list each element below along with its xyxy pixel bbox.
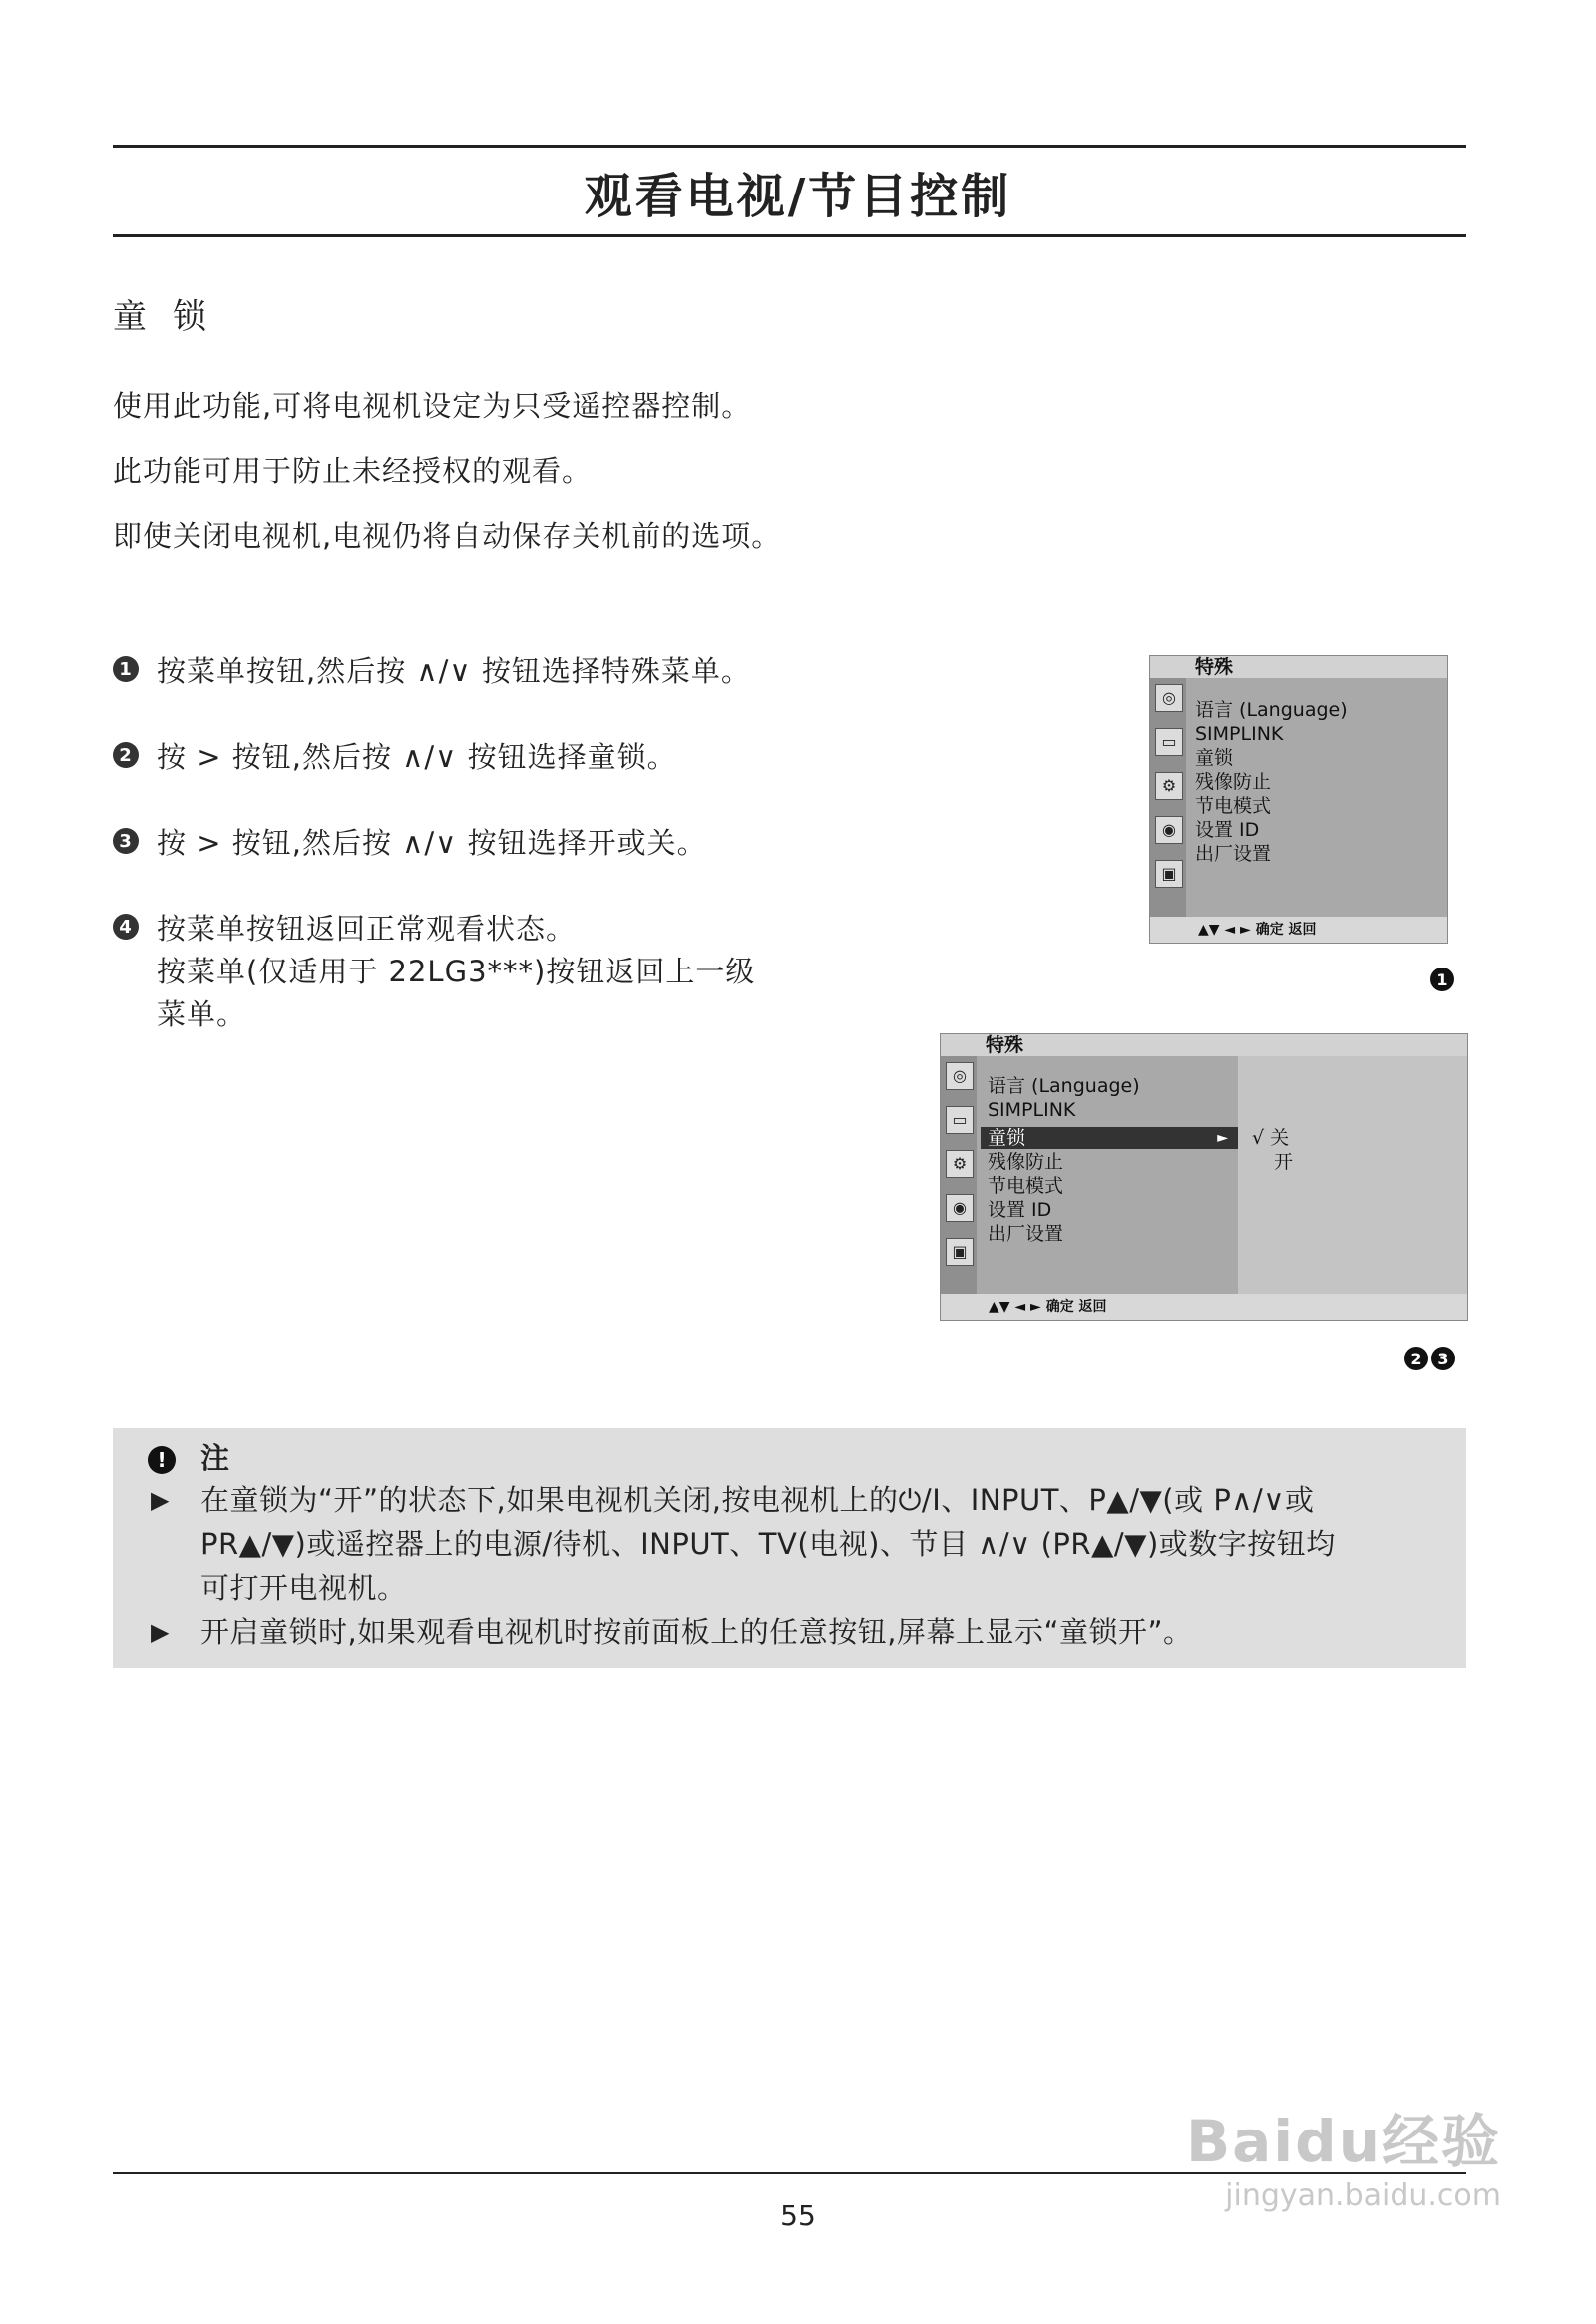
monitor-icon: ▭ bbox=[1155, 728, 1183, 756]
menu2-option-on: 开 bbox=[1274, 1151, 1294, 1173]
menu1-item-language: 语言 (Language) bbox=[1195, 699, 1348, 721]
paragraph-3: 即使关闭电视机,电视仍将自动保存关机前的选项。 bbox=[113, 519, 782, 553]
figure-label-2-3 bbox=[1404, 1347, 1455, 1370]
figure-number-2: 2 bbox=[1404, 1347, 1428, 1370]
menu1-footer bbox=[1150, 917, 1447, 943]
note-line-1: 在童锁为“开”的状态下,如果电视机关闭,按电视机上的⏻/I、INPUT、P▲/▼(或 P∧/∨或 bbox=[200, 1483, 1315, 1517]
menu2-title: 特殊 bbox=[941, 1034, 1467, 1056]
figure-label-1 bbox=[1430, 968, 1454, 991]
menu1-item-image-sticking: 残像防止 bbox=[1195, 771, 1272, 793]
paragraph-1: 使用此功能,可将电视机设定为只受遥控器控制。 bbox=[113, 389, 752, 423]
menu2-footer bbox=[941, 1294, 1467, 1320]
menu2-selected-arrow: ► bbox=[1217, 1130, 1228, 1146]
menu2-footer-hint: ▲▼ ◄ ► 确定 返回 bbox=[989, 1299, 1107, 1315]
step-text-3: 按 > 按钮,然后按 ∧/∨ 按钮选择开或关。 bbox=[157, 826, 707, 860]
lock-icon: ◉ bbox=[946, 1194, 974, 1222]
menu1-sidebar bbox=[1150, 678, 1186, 917]
menu1-item-child-lock: 童锁 bbox=[1195, 747, 1234, 769]
menu1-item-factory-reset: 出厂设置 bbox=[1195, 843, 1272, 865]
menu2-item-language: 语言 (Language) bbox=[988, 1075, 1140, 1097]
note-line-2: PR▲/▼)或遥控器上的电源/待机、INPUT、TV(电视)、节目 ∧/∨ (PR▲/▼)或数字按钮均 bbox=[200, 1527, 1336, 1561]
baidu-watermark bbox=[1186, 2095, 1501, 2213]
step-number-4: 4 bbox=[113, 914, 139, 940]
section-heading: 童锁 bbox=[113, 297, 232, 337]
menu2-submenu-panel bbox=[1238, 1056, 1467, 1294]
step-number-3: 3 bbox=[113, 828, 139, 854]
note-line-4: 开启童锁时,如果观看电视机时按前面板上的任意按钮,屏幕上显示“童锁开”。 bbox=[200, 1615, 1193, 1649]
tv-icon: ▣ bbox=[1155, 860, 1183, 888]
figure-number-1: 1 bbox=[1430, 968, 1454, 991]
note-heading: 注 bbox=[200, 1441, 230, 1475]
top-rule bbox=[113, 145, 1466, 148]
step-3 bbox=[113, 822, 707, 865]
note-box bbox=[113, 1428, 1466, 1668]
menu2-item-child-lock-selected bbox=[981, 1127, 1238, 1149]
watermark-brand: Baidu经验 bbox=[1185, 2108, 1501, 2175]
page-number: 55 bbox=[780, 2199, 816, 2232]
step-number-1: 1 bbox=[113, 656, 139, 682]
note-bullet-1: ▶ bbox=[151, 1486, 170, 1514]
watermark-url: jingyan.baidu.com bbox=[1225, 2178, 1501, 2213]
page-title: 观看电视/节目控制 bbox=[584, 169, 1012, 224]
menu2-item-child-lock: 童锁 bbox=[988, 1127, 1026, 1149]
step-text-4c: 菜单。 bbox=[157, 997, 247, 1031]
note-icon: ! bbox=[148, 1446, 176, 1474]
step-4 bbox=[113, 908, 755, 1036]
menu2-item-power-saving: 节电模式 bbox=[988, 1175, 1064, 1197]
globe-icon: ◎ bbox=[946, 1062, 974, 1090]
menu2-item-factory-reset: 出厂设置 bbox=[988, 1223, 1064, 1245]
menu1-footer-hint: ▲▼ ◄ ► 确定 返回 bbox=[1198, 922, 1317, 938]
menu2-option-off: √ 关 bbox=[1252, 1127, 1290, 1149]
figure-number-3: 3 bbox=[1431, 1347, 1455, 1370]
menu-screenshot-1 bbox=[1149, 655, 1448, 944]
note-line-3: 可打开电视机。 bbox=[200, 1571, 407, 1605]
menu2-sidebar bbox=[941, 1056, 977, 1294]
globe-icon: ◎ bbox=[1155, 684, 1183, 712]
menu2-item-set-id: 设置 ID bbox=[988, 1199, 1052, 1221]
menu1-item-simplink: SIMPLINK bbox=[1195, 723, 1284, 745]
step-text-2: 按 > 按钮,然后按 ∧/∨ 按钮选择童锁。 bbox=[157, 740, 677, 774]
step-text-4b: 按菜单(仅适用于 22LG3***)按钮返回上一级 bbox=[157, 955, 756, 988]
tv-icon: ▣ bbox=[946, 1238, 974, 1266]
menu2-item-simplink: SIMPLINK bbox=[988, 1099, 1076, 1121]
step-text-4: 按菜单按钮返回正常观看状态。 bbox=[157, 912, 577, 946]
menu-screenshot-2 bbox=[940, 1033, 1468, 1321]
paragraph-2: 此功能可用于防止未经授权的观看。 bbox=[113, 454, 593, 488]
monitor-icon: ▭ bbox=[946, 1106, 974, 1134]
note-bullet-2: ▶ bbox=[151, 1618, 170, 1646]
step-1 bbox=[113, 650, 751, 693]
menu1-item-power-saving: 节电模式 bbox=[1195, 795, 1272, 817]
menu1-item-set-id: 设置 ID bbox=[1195, 819, 1260, 841]
title-underline bbox=[113, 234, 1466, 237]
lock-icon: ◉ bbox=[1155, 816, 1183, 844]
menu2-item-image-sticking: 残像防止 bbox=[988, 1151, 1064, 1173]
step-2 bbox=[113, 736, 677, 779]
gear-icon: ⚙ bbox=[946, 1150, 974, 1178]
step-text-1: 按菜单按钮,然后按 ∧/∨ 按钮选择特殊菜单。 bbox=[157, 654, 751, 688]
gear-icon: ⚙ bbox=[1155, 772, 1183, 800]
step-number-2: 2 bbox=[113, 742, 139, 768]
menu1-title: 特殊 bbox=[1150, 656, 1447, 678]
